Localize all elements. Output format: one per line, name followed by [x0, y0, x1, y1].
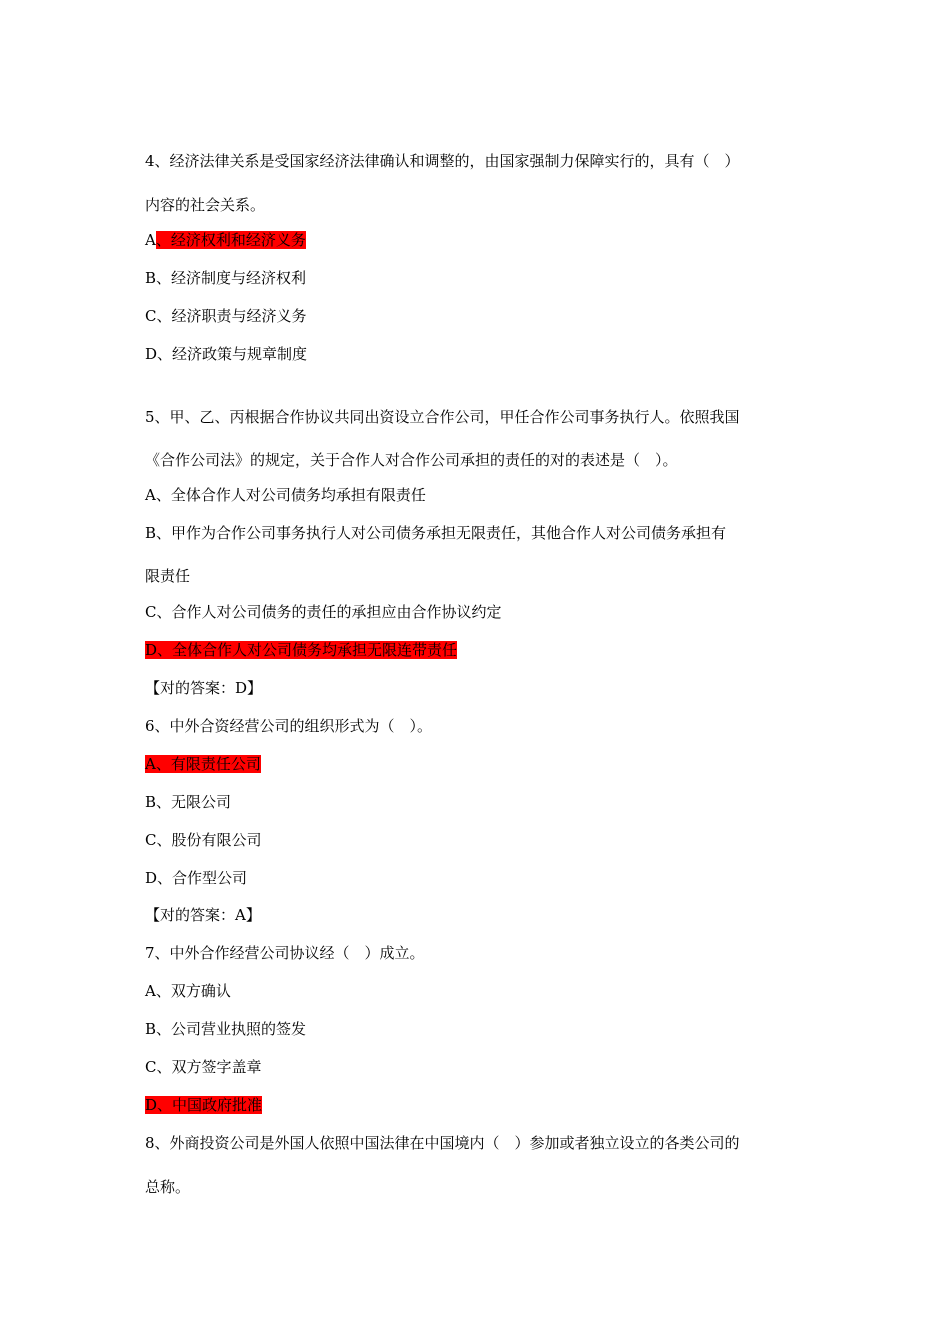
question-7-option-a: [145, 981, 231, 1001]
question-5-option-c: [145, 602, 502, 622]
option-letter: A: [145, 231, 156, 249]
question-5-option-a: [145, 485, 426, 505]
question-7-option-c: [145, 1057, 262, 1077]
question-4-stem-line-2: 内容的社会关系。: [145, 196, 266, 214]
option-text: 、中国政府批准: [157, 1096, 263, 1114]
question-4-stem-line-1: 4、经济法律关系是受国家经济法律确认和调整的，由国家强制力保障实行的，具有（ ）: [145, 152, 740, 170]
highlighted-answer-text: [145, 1096, 262, 1114]
question-4-option-d: [145, 344, 307, 364]
option-letter: A: [145, 982, 156, 1000]
question-6-answer: 【对的答案：A】: [145, 906, 261, 924]
option-text: 、全体合作人对公司债务均承担无限连带责任: [157, 641, 458, 659]
question-6-option-c: [145, 830, 262, 850]
option-text: 、股份有限公司: [156, 831, 262, 849]
option-letter: B: [145, 793, 157, 811]
option-letter: A: [145, 755, 156, 773]
question-7-option-d: [145, 1095, 262, 1115]
question-8-stem-line-1: 8、外商投资公司是外国人依照中国法律在中国境内（ ）参加或者独立设立的各类公司的: [145, 1134, 740, 1152]
option-letter: C: [145, 1058, 157, 1076]
option-letter: D: [145, 641, 158, 659]
question-6-option-a: [145, 754, 261, 774]
option-letter: B: [145, 1020, 157, 1038]
option-letter: C: [145, 307, 157, 325]
question-6-option-d: [145, 868, 247, 888]
option-text: 、经济政策与规章制度: [157, 345, 308, 363]
question-5-option-b-continuation: 限责任: [145, 567, 191, 585]
question-5-answer: 【对的答案：D】: [145, 679, 263, 697]
question-6-stem-line-1: 6、中外合资经营公司的组织形式为（ ）。: [145, 717, 433, 735]
option-letter: D: [145, 345, 158, 363]
option-text: 、经济职责与经济义务: [156, 307, 307, 325]
option-text: 、甲作为合作公司事务执行人对公司债务承担无限责任，其他合作人对公司债务承担有: [156, 524, 727, 542]
option-letter: B: [145, 524, 157, 542]
highlighted-answer-text: 、经济权利和经济义务: [155, 231, 306, 249]
question-5-option-d: [145, 640, 457, 660]
option-text: 、双方签字盖章: [156, 1058, 262, 1076]
option-letter: C: [145, 603, 157, 621]
question-5-stem-line-2: 《合作公司法》的规定，关于合作人对合作公司承担的责任的对的表述是（ ）。: [145, 451, 678, 469]
option-text: 、有限责任公司: [155, 755, 261, 773]
option-letter: D: [145, 869, 158, 887]
question-6-option-b: [145, 792, 231, 812]
question-7-stem-line-1: 7、中外合作经营公司协议经（ ）成立。: [145, 944, 425, 962]
question-8-stem-line-2: 总称。: [145, 1178, 191, 1196]
question-4-option-a: [145, 230, 306, 250]
option-text: 、合作人对公司债务的责任的承担应由合作协议约定: [156, 603, 502, 621]
option-text: 、全体合作人对公司债务均承担有限责任: [155, 486, 426, 504]
question-5-option-b: [145, 523, 726, 543]
highlighted-answer-text: [145, 755, 261, 773]
option-letter: C: [145, 831, 157, 849]
option-letter: A: [145, 486, 156, 504]
question-4-option-c: [145, 306, 307, 326]
question-4-option-b: [145, 268, 306, 288]
option-text: 、公司营业执照的签发: [156, 1020, 307, 1038]
option-text: 、双方确认: [155, 982, 231, 1000]
option-letter: D: [145, 1096, 158, 1114]
option-text: 、无限公司: [156, 793, 232, 811]
option-letter: B: [145, 269, 157, 287]
question-7-option-b: [145, 1019, 306, 1039]
option-text: 、经济制度与经济权利: [156, 269, 307, 287]
question-5-stem-line-1: 5、甲、乙、丙根据合作协议共同出资设立合作公司，甲任合作公司事务执行人。依照我国: [145, 408, 740, 426]
highlighted-answer-text: [145, 641, 457, 659]
option-text: 、合作型公司: [157, 869, 248, 887]
